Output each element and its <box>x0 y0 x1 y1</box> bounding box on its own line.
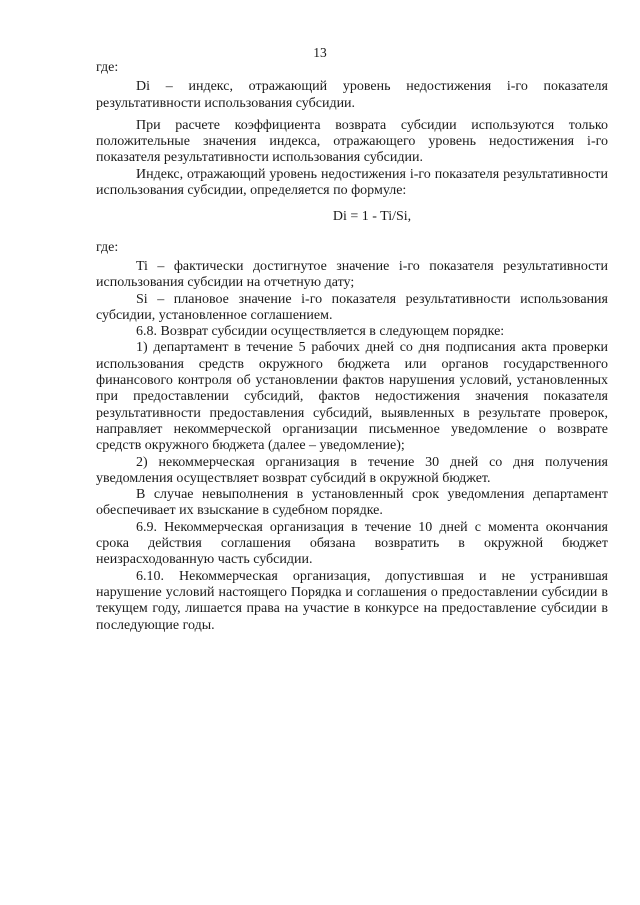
paragraph-index-definition: Индекс, отражающий уровень недостижения i-го показателя результативности использования субсидии, определяется по формуле: <box>96 166 608 199</box>
paragraph-si-definition: Si – плановое значение i-го показателя результативности использования субсидии, установленное соглашением. <box>96 291 608 323</box>
clause-6-8-item-1: 1) департамент в течение 5 рабочих дней со дня подписания акта проверки использования средств окружного бюджета или органов государственного финансового контроля об установлении фактов нарушения условий, установленных при предоставлении субсидий, фактов недостижения значения показателя результативности предоставления субсидий, выявленных в результате проверок, направляет некоммерческой организации письменное уведомление о возврате средств окружного бюджета (далее – уведомление); <box>96 340 608 454</box>
clause-6-8-item-2: 2) некоммерческая организация в течение 30 дней со дня получения уведомления осуществляет возврат субсидий в окружной бюджет. <box>96 454 608 486</box>
document-body <box>96 60 608 634</box>
where-label: где: <box>96 60 119 75</box>
clause-6-8-enforcement: В случае невыполнения в установленный срок уведомления департамент обеспечивает их взыскание в судебном порядке. <box>96 487 608 519</box>
clause-6-9: 6.9. Некоммерческая организация в течение 10 дней с момента окончания срока действия соглашения обязана возвратить в окружной бюджет неизрасходованную часть субсидии. <box>96 519 608 568</box>
paragraph-di-definition: Di – индекс, отражающий уровень недостижения i-го показателя результативности использования субсидии. <box>96 79 608 111</box>
paragraph-ti-definition: Ti – фактически достигнутое значение i-го показателя результативности использования субсидии на отчетную дату; <box>96 258 608 291</box>
clause-6-8: 6.8. Возврат субсидии осуществляется в следующем порядке: <box>136 324 505 340</box>
clause-6-10: 6.10. Некоммерческая организация, допустившая и не устранившая нарушение условий настоящего Порядка и соглашения о предоставлении субсидии в текущем году, лишается права на участие в конкурсе на предоставление субсидии в последующие годы. <box>96 568 608 633</box>
paragraph-coefficient-calculation: При расчете коэффициента возврата субсидии используются только положительные значения индекса, отражающего уровень недостижения i-го показателя результативности использования субсидии. <box>96 117 608 166</box>
formula: Di = 1 - Ti/Si, <box>332 209 412 225</box>
where-label: где: <box>96 239 119 255</box>
page-number: 13 <box>313 45 327 60</box>
